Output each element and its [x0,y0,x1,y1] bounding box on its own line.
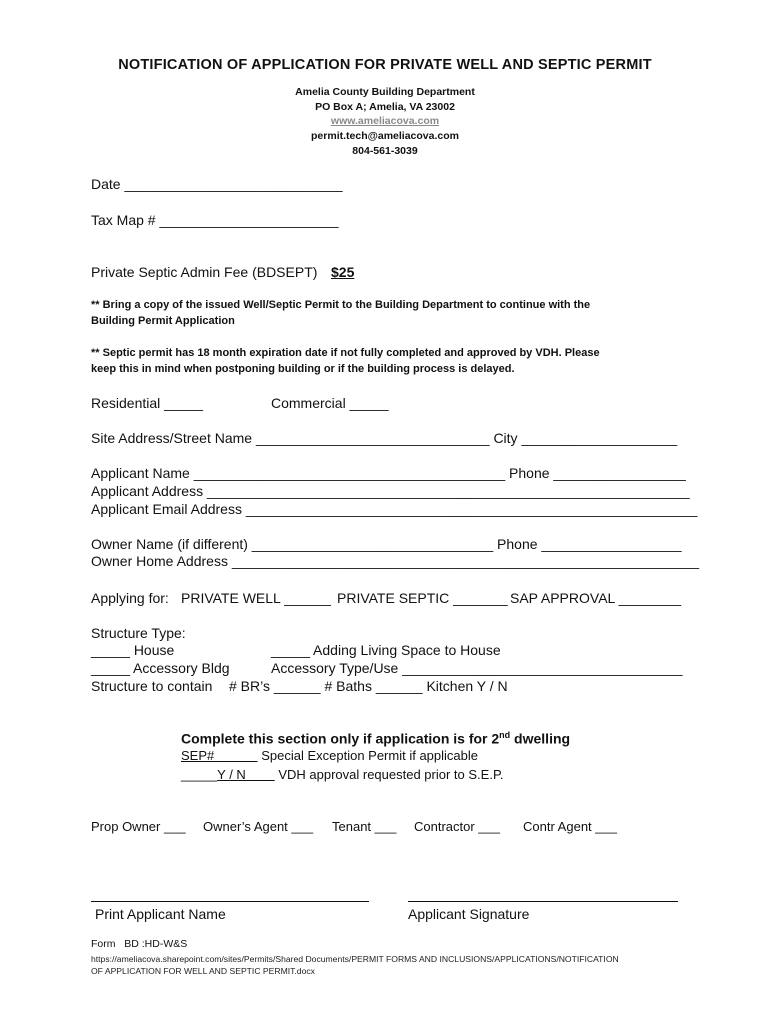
structure-contain-label: Structure to contain [91,678,213,694]
signature-line[interactable] [408,901,678,902]
date-field[interactable]: Date ____________________________ [91,176,343,192]
applicant-address-field[interactable]: Applicant Address ______________________________________________________________ [91,483,690,499]
applicant-email-field[interactable]: Applicant Email Address __________________________________________________________ [91,501,698,517]
role-tenant[interactable]: Tenant ___ [332,819,397,834]
sap-approval-field[interactable]: SAP APPROVAL ________ [510,590,681,606]
private-septic-field[interactable]: PRIVATE SEPTIC _______ [337,590,508,606]
website-link[interactable] [0,115,770,127]
residential-field[interactable]: Residential _____ [91,395,204,411]
sep-number-field[interactable]: SEP# [181,748,258,763]
site-address-field[interactable]: Site Address/Street Name ______________________________ City ____________________ [91,430,678,446]
note-expiration: ** Septic permit has 18 month expiration date if not fully completed and approved by VDH. Please [91,347,600,359]
website-link-text[interactable]: www.ameliacova.com [330,115,440,127]
contact-email: permit.tech@ameliacova.com [311,130,459,142]
role-owners-agent[interactable]: Owner’s Agent ___ [203,819,314,834]
accessory-type-field[interactable]: Accessory Type/Use ____________________________________ [271,660,683,676]
structure-type-label: Structure Type: [91,625,186,641]
contact-phone: 804-561-3039 [352,145,418,157]
applicant-name-field[interactable]: Applicant Name ________________________________________ Phone _________________ [91,465,686,481]
private-well-field[interactable]: PRIVATE WELL ______ [181,590,331,606]
department-name: Amelia County Building Department [295,86,475,98]
sep-description: Special Exception Permit if applicable [257,748,478,763]
fee-label: Private Septic Admin Fee (BDSEPT) [91,264,318,280]
second-dwelling-heading: Complete this section only if application is for 2nd dwelling [181,730,571,747]
form-id: Form BD :HD-W&S [91,938,188,950]
vdh-yn-field[interactable]: Y / N [217,767,275,782]
commercial-field[interactable]: Commercial _____ [271,395,389,411]
vdh-description: VDH approval requested prior to S.E.P. [274,767,504,782]
accessory-bldg-option[interactable]: _____ Accessory Bldg [91,660,230,676]
fee-amount: $25 [331,264,355,280]
note-expiration-cont: keep this in mind when postponing building or if the building process is delayed. [91,363,515,375]
file-path-line1: https://ameliacova.sharepoint.com/sites/Permits/Shared Documents/PERMIT FORMS AND INCLUSIONS/APPLICATIONS/NOTIFICATION [91,954,619,964]
role-prop-owner[interactable]: Prop Owner ___ [91,819,186,834]
role-contractor[interactable]: Contractor ___ [414,819,500,834]
signature-label: Applicant Signature [408,906,530,922]
sep-number-row[interactable] [181,748,478,763]
department-address: PO Box A; Amelia, VA 23002 [315,101,455,113]
print-name-label: Print Applicant Name [95,906,226,922]
note-permit-copy: ** Bring a copy of the issued Well/Septic Permit to the Building Department to continue with the [91,299,591,311]
structure-contain-fields[interactable]: # BR’s ______ # Baths ______ Kitchen Y / N [229,678,508,694]
file-path-line2: OF APPLICATION FOR WELL AND SEPTIC PERMIT.docx [91,966,315,976]
applying-for-label: Applying for: [91,590,169,606]
note-permit-copy-cont: Building Permit Application [91,315,235,327]
owner-address-field[interactable]: Owner Home Address ____________________________________________________________ [91,553,700,569]
role-contr-agent[interactable]: Contr Agent ___ [523,819,617,834]
adding-living-space-option[interactable]: _____ Adding Living Space to House [271,642,501,658]
owner-name-field[interactable]: Owner Name (if different) _______________________________ Phone __________________ [91,536,682,552]
house-option[interactable]: _____ House [91,642,175,658]
page-title: NOTIFICATION OF APPLICATION FOR PRIVATE WELL AND SEPTIC PERMIT [118,57,652,73]
vdh-approval-row[interactable]: _____Y / N VDH approval requested prior to S.E.P. [181,767,504,782]
tax-map-field[interactable]: Tax Map # _______________________ [91,212,339,228]
print-name-line[interactable] [91,901,369,902]
